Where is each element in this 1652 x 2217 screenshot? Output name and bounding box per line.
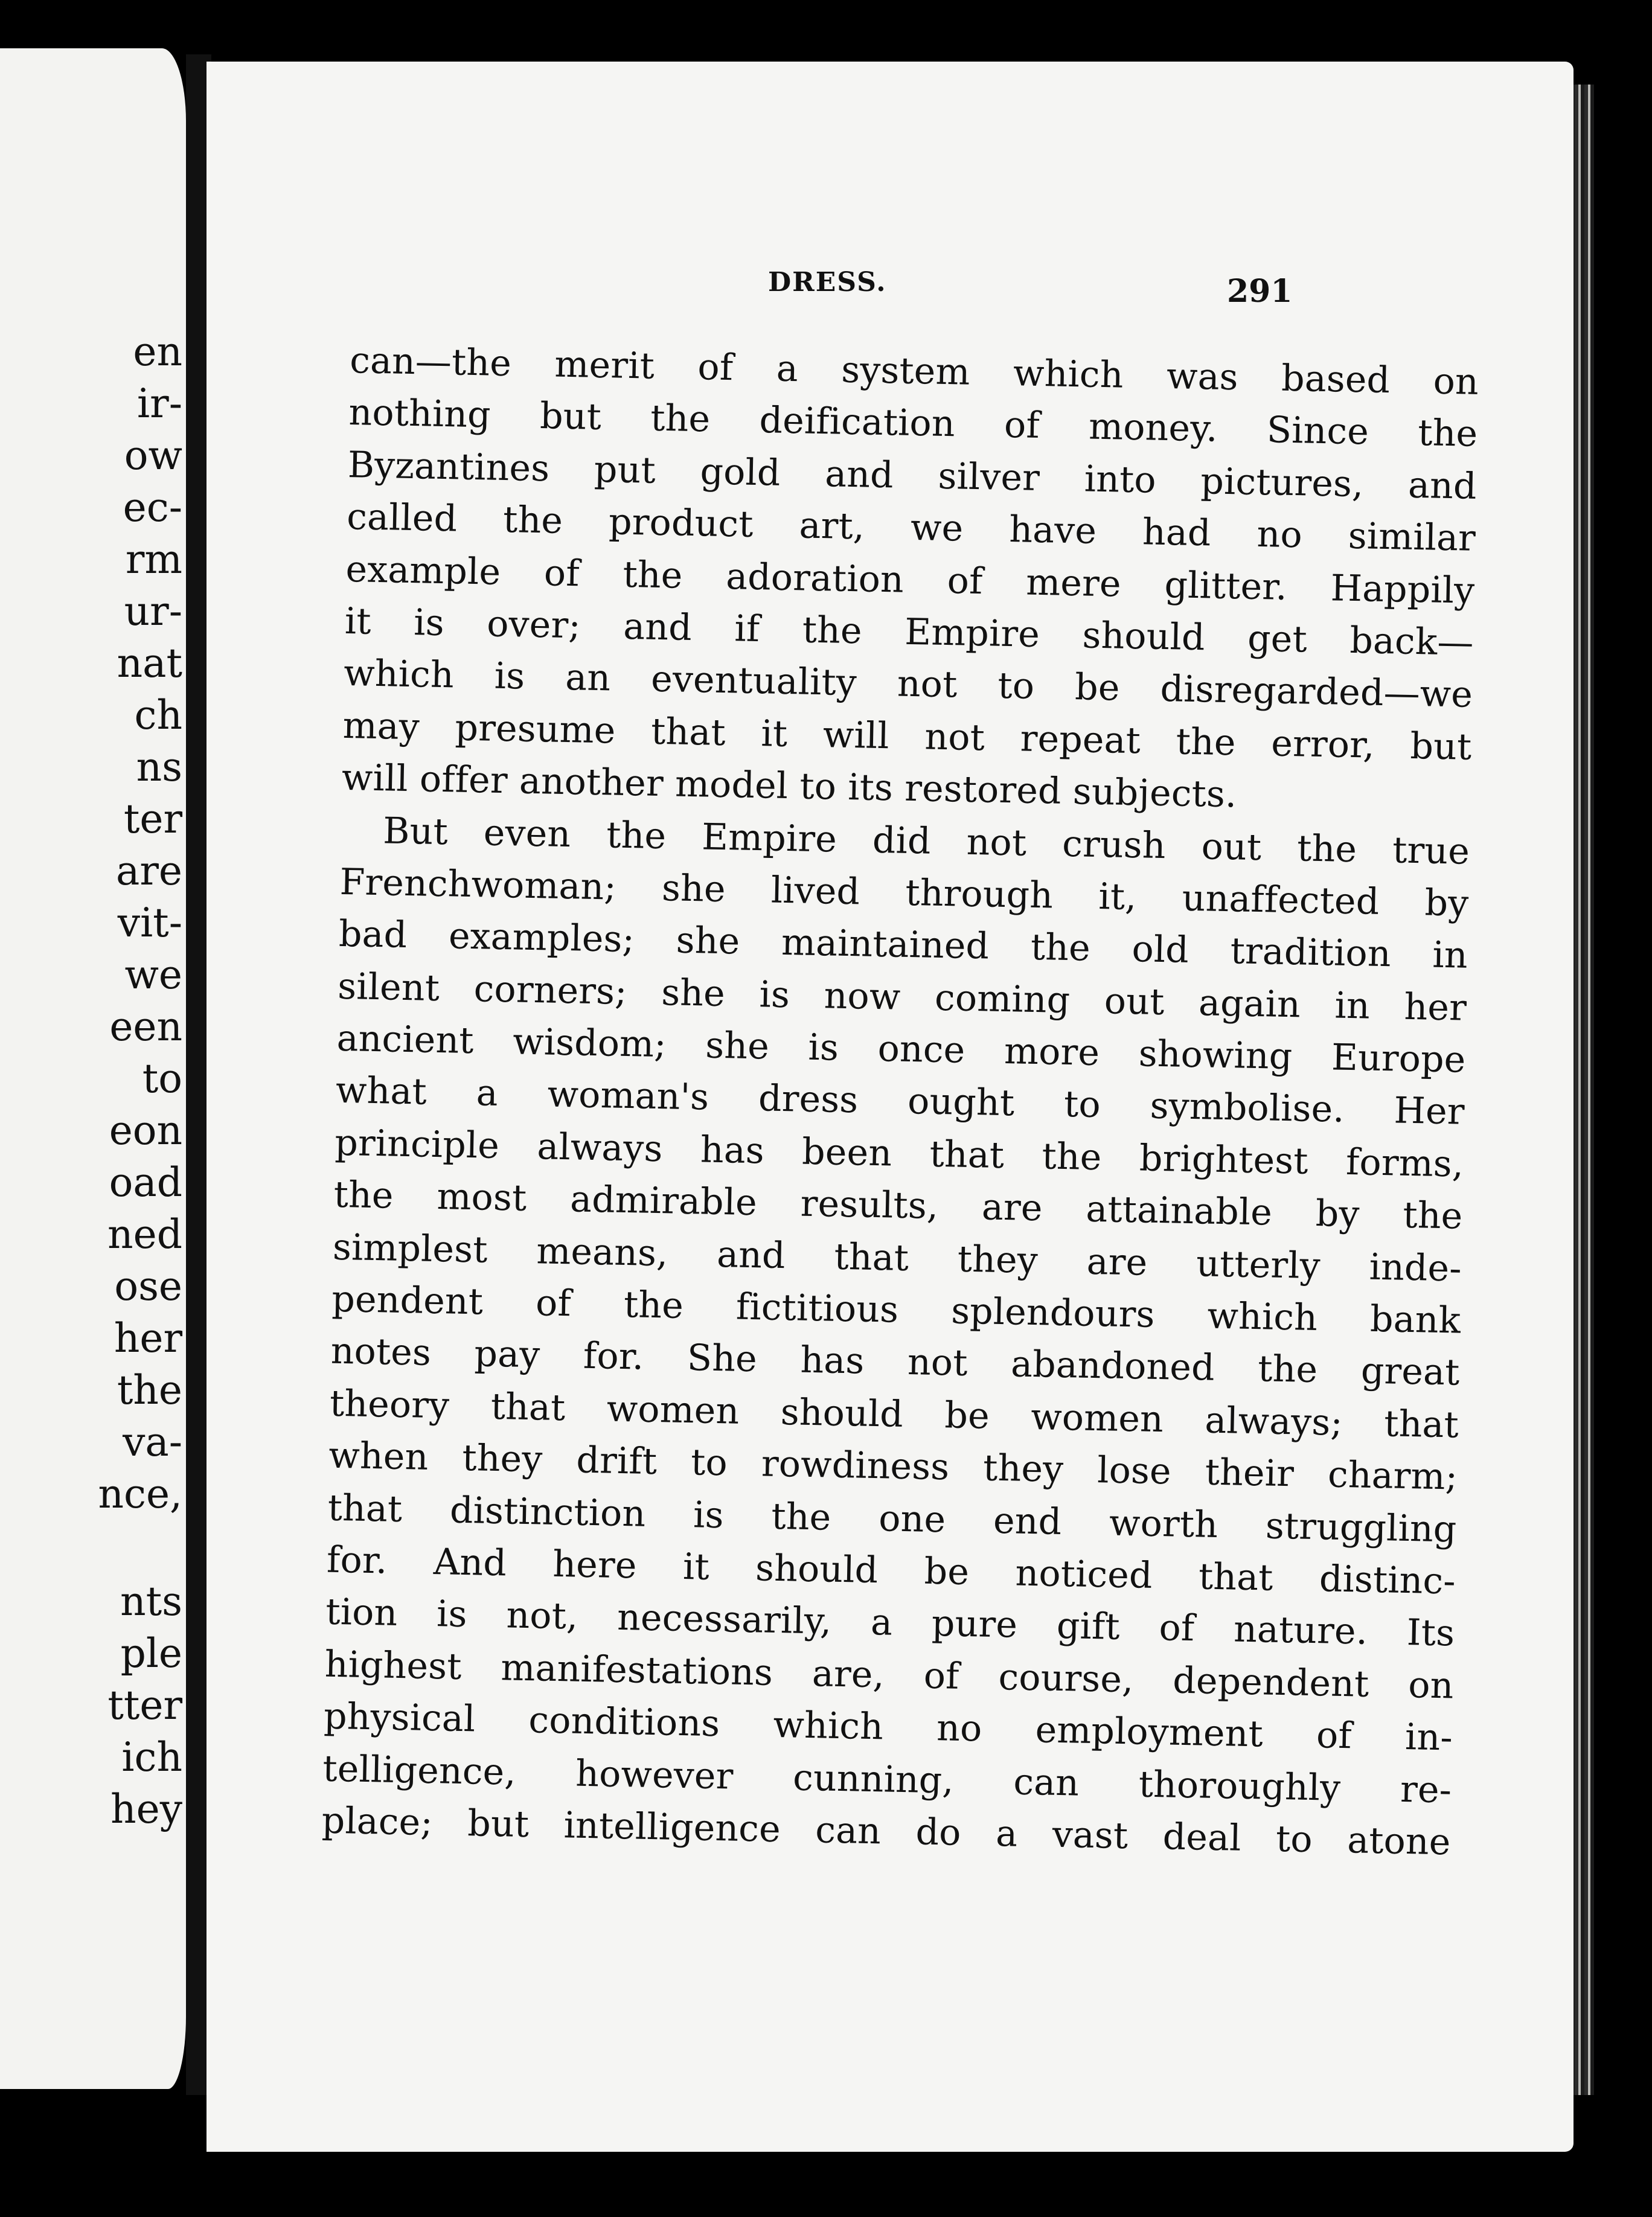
word: a [776,347,799,391]
word: even [483,811,571,856]
word: money. [1088,405,1218,450]
facing-page-text [0,48,186,2089]
facing-page-fragment: ir- [137,380,182,427]
word: to [997,665,1035,708]
word: a [870,1601,893,1645]
word: they [982,1447,1064,1491]
word: adoration [725,555,904,601]
word: by [1424,881,1470,925]
word: on [1407,1663,1455,1707]
word: in- [1404,1716,1453,1759]
word: of [697,346,734,389]
word: splendours [950,1290,1156,1336]
word: to [1063,1083,1101,1127]
facing-page-fragment: nat [117,640,182,686]
word: get [1247,617,1308,661]
word: lived [770,869,860,913]
word: had [1142,511,1212,555]
word: But [382,809,449,853]
word: to [690,1441,728,1485]
word: wisdom; [512,1020,667,1066]
facing-page-fragment: her [114,1315,182,1361]
word: their [1205,1451,1295,1496]
word: are, [812,1652,885,1697]
word: has [700,1128,765,1172]
word: we [910,507,964,550]
word: Byzantines [347,443,550,490]
word: the [622,553,684,597]
facing-page-fragment: tter [107,1682,182,1729]
word: it, [1098,875,1138,919]
word: means, [536,1229,669,1275]
word: for. [583,1335,645,1379]
facing-page-fragment: ned [107,1211,182,1258]
word: necessarily, [616,1596,832,1643]
book-page [206,62,1574,2152]
word: of [1316,1714,1353,1758]
facing-page-fragment: ple [120,1630,182,1677]
word: that [650,710,726,754]
word: which [343,652,455,697]
word: of [1004,404,1040,447]
word: Its [1406,1611,1455,1655]
word: once [877,1028,966,1072]
word: here [552,1543,638,1587]
word: not, [505,1594,578,1639]
word: they [461,1437,543,1481]
word: to [1275,1817,1313,1861]
facing-page-fragment: ec- [123,484,182,531]
word: been [801,1130,892,1175]
word: crush [1061,822,1167,867]
word: employment [1035,1709,1264,1756]
word: based [1281,357,1391,402]
word: mere [1025,561,1122,606]
word: the [502,499,563,542]
word: over; [486,603,581,647]
word: woman's [547,1073,709,1119]
facing-page-fragment: nts [120,1578,182,1625]
facing-page-fragment: ow [124,432,182,479]
word: that [833,1235,909,1279]
word: of [947,559,984,603]
word: one [878,1497,946,1541]
word: is [807,1026,839,1069]
word: not [907,1341,968,1385]
word: the [1402,1194,1464,1238]
word: unaffected [1182,877,1380,923]
word: the [1176,720,1237,764]
word: pure [931,1602,1018,1646]
word: in [1432,933,1468,977]
word: Empire [904,610,1040,656]
word: atone [1346,1819,1452,1864]
word: gift [1056,1605,1121,1649]
facing-page-fragment: the [117,1367,182,1413]
word: pay [474,1332,541,1377]
word: bad [338,913,408,957]
facing-page-fragment: va- [123,1419,182,1465]
word: by [1315,1192,1360,1236]
word: was [1166,354,1239,399]
facing-page-fragment: ns [136,744,182,790]
word: silver [937,455,1040,499]
word: old [1131,928,1189,972]
facing-page [0,48,186,2089]
word: charm; [1327,1453,1458,1499]
word: worth [1109,1502,1218,1546]
word: which [772,1704,884,1748]
word: ought [907,1080,1015,1125]
word: and [824,452,894,497]
facing-page-fragment: een [109,1003,182,1050]
word: not [966,821,1027,865]
word: the [1417,412,1478,456]
word: may [342,704,420,749]
word: presume [454,706,616,752]
word: put [594,448,656,492]
word: ancient [336,1017,475,1063]
word: no [936,1707,983,1750]
word: lose [1097,1449,1172,1493]
word: admirable [569,1178,758,1224]
word: in [1334,984,1371,1028]
word: Europe [1331,1036,1467,1081]
word: system [840,348,971,394]
word: place; [321,1799,434,1844]
facing-page-fragment: eon [109,1107,182,1154]
word: abandoned [1010,1343,1215,1390]
word: is [693,1493,725,1537]
word: true [1392,828,1470,873]
word: rowdiness [761,1442,950,1489]
word: notes [330,1330,432,1375]
word: they [957,1238,1039,1282]
word: course, [997,1656,1135,1701]
word: corners; [473,967,628,1013]
word: the [802,609,863,653]
word: physical [323,1695,476,1741]
facing-page-fragment: are [116,848,182,894]
word: the [1296,827,1357,871]
word: but [539,395,602,439]
word: of [923,1654,960,1698]
word: out [1201,825,1262,869]
word: Empire [701,815,837,861]
word: the [770,1495,832,1539]
facing-page-fragment: to [142,1055,182,1102]
word: deal [1162,1816,1242,1860]
word: eventuality [650,658,857,705]
facing-page-fragment: oad [109,1159,182,1206]
word: nature. [1233,1608,1368,1654]
word: the [1041,1135,1103,1179]
word: re- [1400,1768,1452,1812]
word: has [799,1339,865,1383]
word: but [1409,725,1472,769]
word: can [815,1809,882,1853]
word: of [535,1282,572,1325]
word: examples; [448,915,635,961]
word: gold [699,450,781,494]
word: always [536,1125,664,1171]
word: have [1008,508,1097,552]
word: for. [326,1538,388,1582]
facing-page-fragment: ch [134,692,182,738]
word: product [608,501,754,546]
word: thoroughly [1138,1763,1341,1809]
word: tion [325,1590,399,1635]
word: maintained [781,921,990,968]
word: brightest [1139,1137,1309,1183]
word: it [760,712,788,755]
word: bank [1369,1297,1461,1342]
word: deification [758,399,956,446]
word: tradition [1230,930,1392,976]
word: are [981,1186,1043,1230]
facing-page-fragment: ur- [124,588,182,635]
word: through [904,871,1054,917]
word: on [1433,360,1479,403]
word: and [1407,464,1478,508]
word: theory [329,1382,450,1427]
word: dress [758,1077,859,1122]
word: what [335,1069,427,1114]
word: fictitious [735,1285,899,1331]
word: end [993,1499,1062,1543]
word: silent [337,965,440,1009]
word: is [436,1593,468,1636]
word: inde- [1369,1246,1462,1290]
word: more [1004,1030,1100,1075]
facing-page-fragment: ter [123,796,182,842]
word: the [606,813,667,857]
word: she [676,919,740,963]
word: distinction [449,1489,646,1535]
word: distinc- [1319,1558,1456,1603]
word: principle [334,1121,500,1167]
word: intelligence [563,1804,781,1851]
word: is [758,973,790,1016]
word: the [1030,926,1091,970]
word: that [929,1133,1005,1177]
word: is [494,655,525,698]
facing-page-fragment: vit- [117,900,182,946]
word: should [1081,614,1206,659]
facing-page-fragment: nce, [98,1471,182,1517]
word: simplest [332,1226,488,1272]
word: vast [1052,1813,1129,1858]
word: will [822,713,890,757]
word: she [661,971,726,1015]
facing-page-fragment: ich [121,1734,182,1780]
word: be [944,1394,990,1438]
word: conditions [528,1699,720,1745]
word: not [924,715,985,760]
word: she [705,1024,770,1068]
word: it [344,600,372,643]
word: struggling [1265,1505,1458,1551]
word: be [1074,666,1121,709]
word: most [436,1176,527,1220]
word: dependent [1172,1659,1369,1706]
word: telligence, [322,1747,517,1794]
running-head-title: DRESS. [768,267,887,298]
word: Her [1393,1089,1465,1134]
word: She [687,1337,758,1381]
word: which [1206,1294,1318,1340]
word: which [1013,352,1124,397]
word: it [682,1545,710,1588]
word: and [623,605,693,649]
word: drift [575,1439,658,1483]
word: she [661,866,726,911]
word: when [328,1434,429,1479]
word: no [1256,513,1303,557]
facing-page-fragment: ose [114,1263,182,1310]
word: women [606,1387,740,1433]
word: her [1403,985,1467,1029]
word: an [565,656,611,700]
word: of [1158,1607,1195,1650]
word: showing [1138,1032,1293,1078]
word: if [734,607,760,651]
word: can [1013,1761,1080,1805]
word: is [413,601,445,645]
word: And [433,1541,507,1585]
word: disregarded—we [1160,668,1473,717]
word: of [543,551,580,595]
facing-page-fragment: hey [110,1786,182,1832]
word: now [824,974,901,1019]
word: not [897,662,958,706]
word: a [995,1812,1018,1855]
word: a [476,1072,499,1115]
word: should [780,1390,904,1436]
word: the [623,1284,684,1327]
word: manifestations [500,1646,773,1694]
word: similar [1348,514,1476,560]
word: called [346,496,458,540]
word: the [650,397,711,441]
word: pendent [331,1278,484,1323]
facing-page-fragment: en [133,328,182,375]
word: always; [1204,1399,1343,1444]
word: great [1360,1349,1461,1395]
word: can—the [349,339,512,385]
word: are [1086,1240,1148,1284]
word: highest [324,1643,463,1688]
word: the [1257,1348,1318,1392]
word: Frenchwoman; [339,860,617,909]
word: error, [1270,722,1375,767]
word: nothing [348,391,491,437]
word: example [345,548,501,593]
word: art, [798,504,865,548]
word: back— [1349,619,1474,664]
word: repeat [1020,717,1141,762]
word: that [1383,1403,1459,1447]
word: should [755,1547,879,1592]
word: attainable [1085,1188,1273,1234]
word: pictures, [1200,459,1364,506]
word: that [490,1385,566,1429]
running-head [206,267,1574,321]
word: Happily [1330,566,1475,612]
word: and [716,1233,786,1277]
facing-page-fragment: rm [125,536,182,583]
word: glitter. [1164,563,1288,609]
word: coming [934,976,1071,1022]
page-number: 291 [1227,273,1293,310]
word: women [1030,1395,1164,1441]
word: cunning, [792,1756,955,1802]
word: symbolise. [1150,1085,1345,1131]
word: however [575,1752,734,1798]
word: do [915,1811,962,1854]
text-line: will offer another model to its restored subjects. [341,756,1237,816]
facing-page-fragment: we [124,952,182,998]
word: utterly [1196,1242,1321,1287]
word: did [872,819,932,863]
word: into [1084,458,1157,502]
word: results, [800,1182,939,1228]
word: out [1104,979,1165,1023]
body-text [321,339,1479,1873]
word: that [327,1486,403,1531]
word: Since [1266,409,1369,453]
word: merit [554,343,655,388]
word: again [1198,981,1301,1026]
word: be [924,1550,970,1594]
word: noticed [1014,1552,1153,1597]
word: the [333,1173,394,1217]
word: that [1198,1555,1274,1599]
word: but [467,1802,530,1846]
word: forms, [1345,1140,1464,1186]
